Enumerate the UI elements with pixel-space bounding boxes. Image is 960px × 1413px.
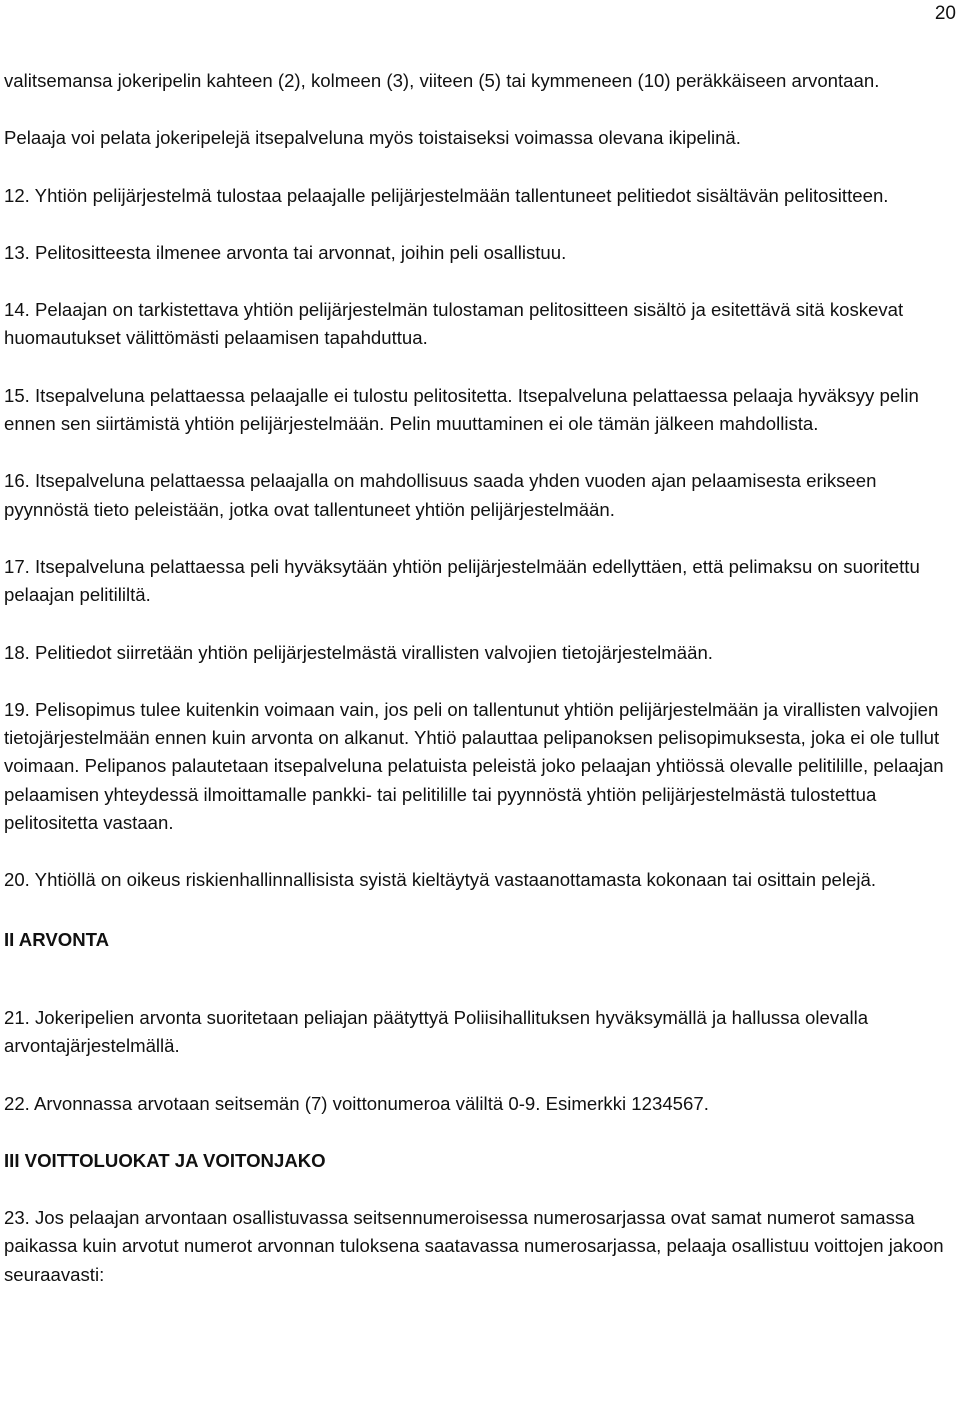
section-heading-voittoluokat: III VOITTOLUOKAT JA VOITONJAKO [4,1149,326,1171]
paragraph-18: 18. Pelitiedot siirretään yhtiön pelijärjestelmästä virallisten valvojien tietojärjestelmään. [4,641,713,663]
paragraph-14: 14. Pelaajan on tarkistettava yhtiön pelijärjestelmän tulostaman pelitositteen sisältö ja esitettävä sitä koskevat huomautukset välittömästi pelaamisen tapahduttua. [4,299,904,349]
paragraph-19: 19. Pelisopimus tulee kuitenkin voimaan vain, jos peli on tallentunut yhtiön pelijärjestelmään ja virallisten valvojien tietojärjestelmään ennen kuin arvonta on alkanut. Yhtiö palauttaa pelipanoksen pelisopimuksesta, joka ei ole tullut voimaan. Pelipanos palautetaan itsepalveluna pelatuista peleistä joko pelaajan yhtiössä olevalle pelitilille, pelaajan pelaamisen yhteydessä ilmoittamalle pankki- tai pelitilille tai pyynnöstä yhtiön pelijärjestelmästä tulostettua pelitositetta vastaan. [4,698,944,834]
paragraph-12: 12. Yhtiön pelijärjestelmä tulostaa pelaajalle pelijärjestelmään tallentuneet pelitiedot sisältävän pelitositteen. [4,184,889,206]
paragraph-continuation: valitsemansa jokeripelin kahteen (2), kolmeen (3), viiteen (5) tai kymmeneen (10) peräkkäiseen arvontaan. [4,70,880,91]
paragraph-16: 16. Itsepalveluna pelattaessa pelaajalla on mahdollisuus saada yhden vuoden ajan pelaamisesta erikseen pyynnöstä tieto peleistään, jotka ovat tallentuneet yhtiön pelijärjestelmään. [4,470,877,520]
paragraph-20: 20. Yhtiöllä on oikeus riskienhallinnallisista syistä kieltäytyä vastaanottamasta kokonaan tai osittain pelejä. [4,869,876,891]
paragraph-23: 23. Jos pelaajan arvontaan osallistuvassa seitsennumeroisessa numerosarjassa ovat samat numerot samassa paikassa kuin arvotut numerot arvonnan tuloksena saatavassa numerosarjassa, pelaaja osallistuu voittojen jakoon seuraavasti: [4,1207,944,1285]
section-heading-arvonta: II ARVONTA [4,928,110,950]
paragraph-21: 21. Jokeripelien arvonta suoritetaan peliajan päätyttyä Poliisihallituksen hyväksymällä ja hallussa olevalla arvontajärjestelmällä. [4,1006,869,1057]
document-body [4,67,956,1289]
paragraph-15: 15. Itsepalveluna pelattaessa pelaajalle ei tulostu pelitositetta. Itsepalveluna pelattaessa pelaaja hyväksyy pelin ennen sen siirtämistä yhtiön pelijärjestelmään. Pelin muuttaminen ei ole tämän jälkeen mahdollista. [4,384,919,435]
paragraph-ikipeli: Pelaaja voi pelata jokeripelejä itsepalveluna myös toistaiseksi voimassa olevana ikipelinä. [4,127,741,149]
paragraph-17: 17. Itsepalveluna pelattaessa peli hyväksytään yhtiön pelijärjestelmään edellyttäen, että pelimaksu on suoritettu pelaajan pelitililtä. [4,555,920,606]
paragraph-13: 13. Pelitositteesta ilmenee arvonta tai arvonnat, joihin peli osallistuu. [4,241,567,263]
page-number: 20 [934,3,956,24]
paragraph-22: 22. Arvonnassa arvotaan seitsemän (7) voittonumeroa väliltä 0-9. Esimerkki 1234567. [4,1092,709,1114]
